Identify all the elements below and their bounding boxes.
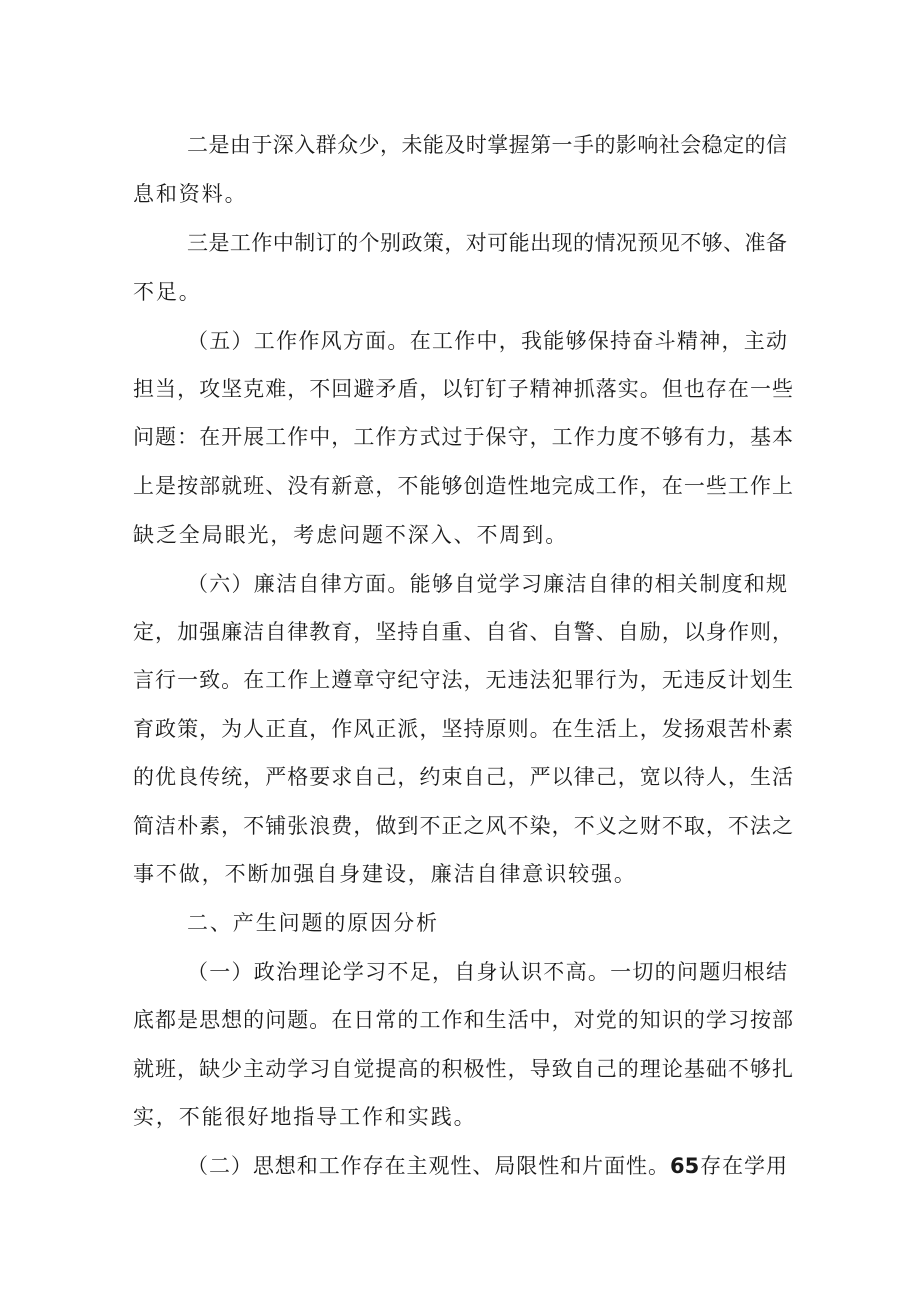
paragraph-line: 简洁朴素，不铺张浪费，做到不正之风不染，不义之财不取，不法之 [133,814,793,838]
paragraph-line: 息和资料。 [133,182,248,206]
paragraph-line: 育政策，为人正直，作风正派，坚持原则。在生活上，发扬艰苦朴素 [133,717,793,741]
line-text: （二）思想和工作存在主观性、局限性和片面性。 [187,1154,670,1178]
paragraph-line: 定，加强廉洁自律教育，坚持自重、自省、自警、自励，以身作则， [133,620,793,644]
paragraph-line: （六）廉洁自律方面。能够自觉学习廉洁自律的相关制度和规 [187,572,787,596]
paragraph-line: 就班，缺少主动学习自觉提高的积极性，导致自己的理论基础不够扎 [133,1057,793,1081]
paragraph-line: 事不做，不断加强自身建设，廉洁自律意识较强。 [133,862,637,886]
paragraph-line: 底都是思想的问题。在日常的工作和生活中，对党的知识的学习按部 [133,1008,793,1032]
paragraph-line: （一）政治理论学习不足，自身认识不高。一切的问题归根结 [187,960,787,984]
paragraph-line: 三是工作中制订的个别政策，对可能出现的情况预见不够、准备 [187,231,787,255]
paragraph-line: 问题：在开展工作中，工作方式过于保守，工作力度不够有力，基本 [133,425,793,449]
paragraph-line: 言行一致。在工作上遵章守纪守法，无违法犯罪行为，无违反计划生 [133,668,793,692]
paragraph-line: 实，不能很好地指导工作和实践。 [133,1105,477,1129]
paragraph-line: 的优良传统，严格要求自己，约束自己，严以律己，宽以待人，生活 [133,765,793,789]
paragraph-line [187,1151,787,1181]
line-number: 65 [669,1154,700,1178]
paragraph-line: 二是由于深入群众少，未能及时掌握第一手的影响社会稳定的信 [187,133,787,157]
paragraph-line: 担当，攻坚克难，不回避矛盾，以钉钉子精神抓落实。但也存在一些 [133,377,793,401]
section-heading: 二、产生问题的原因分析 [187,911,439,935]
paragraph-line: 上是按部就班、没有新意，不能够创造性地完成工作，在一些工作上 [133,474,793,498]
paragraph-line: 缺乏全局眼光，考虑问题不深入、不周到。 [133,523,569,547]
paragraph-line: 不足。 [133,280,202,304]
paragraph-line: （五）工作作风方面。在工作中，我能够保持奋斗精神，主动 [187,329,787,353]
line-text: 存在学用 [699,1154,788,1178]
